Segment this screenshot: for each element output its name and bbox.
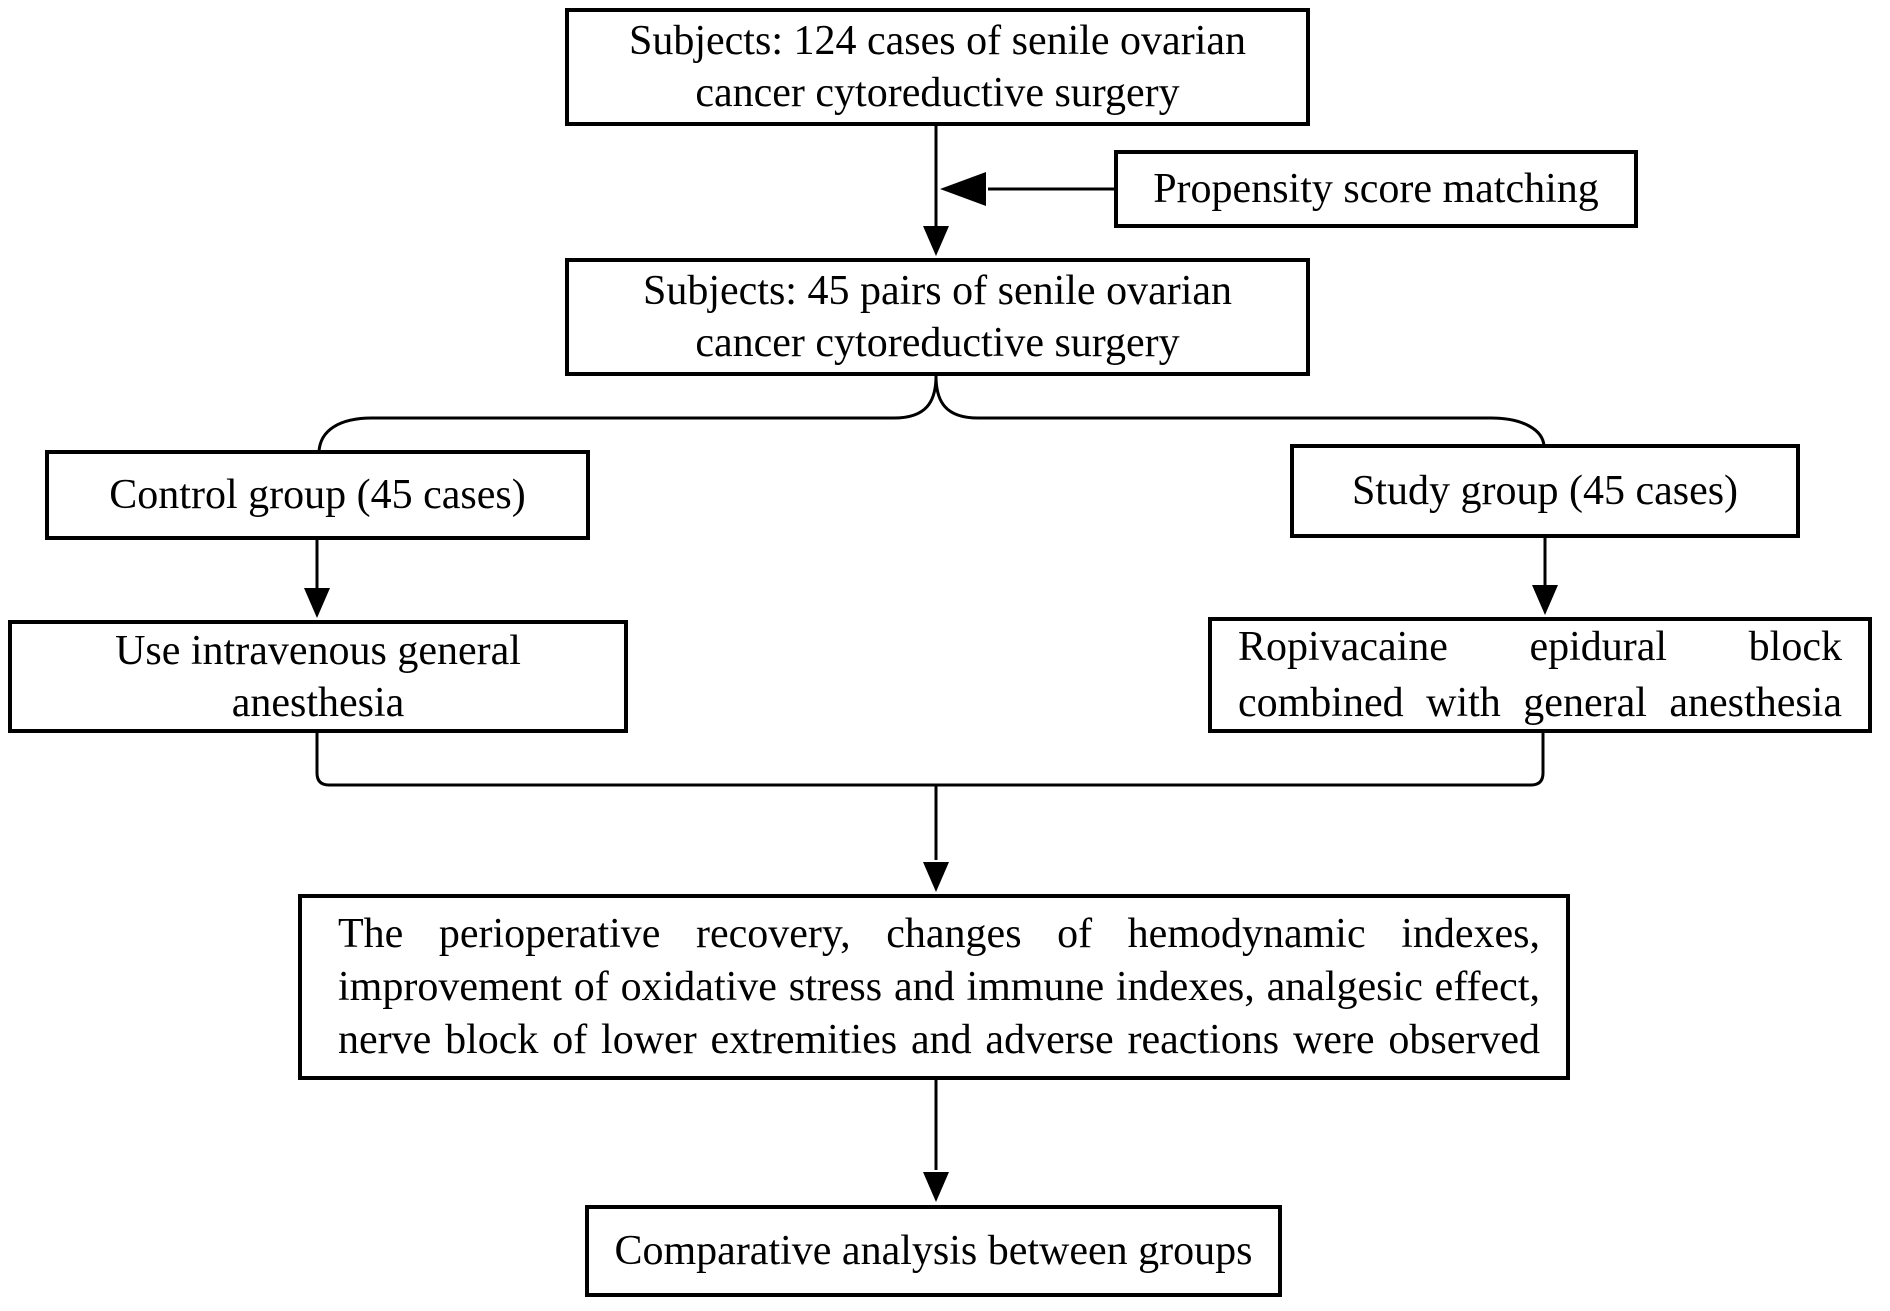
box-control-intervention: [8, 620, 628, 733]
box-comparative-analysis: [585, 1205, 1282, 1297]
propensity-label: Propensity score matching: [1153, 166, 1599, 212]
fork-left-branch: [319, 376, 936, 452]
box-propensity-score-matching: [1114, 150, 1638, 228]
control-group-label: Control group (45 cases): [109, 472, 526, 518]
arrow-merge-head: [923, 862, 949, 892]
arrow-initial-to-matched-head: [923, 226, 949, 256]
conclusion-label: Comparative analysis between groups: [614, 1228, 1253, 1274]
box-subjects-matched: [565, 258, 1310, 376]
study-intervention-line-2: combined with general anesthesia: [1238, 680, 1842, 726]
fork-right-branch: [936, 376, 1544, 446]
outcomes-line-2: improvement of oxidative stress and immune indexes, analgesic effect,: [338, 963, 1540, 1010]
control-intervention-line-1: Use intravenous general: [115, 627, 521, 674]
arrow-control-head: [304, 588, 330, 618]
box-control-group: [45, 450, 590, 540]
subjects-initial-line-2: cancer cytoreductive surgery: [695, 70, 1180, 116]
control-intervention-line-2: anesthesia: [231, 679, 405, 726]
subjects-initial-line-1: Subjects: 124 cases of senile ovarian: [629, 18, 1246, 64]
study-group-label: Study group (45 cases): [1351, 468, 1739, 514]
arrow-propensity-head: [940, 172, 986, 206]
box-study-intervention: [1208, 617, 1872, 733]
box-subjects-initial: [565, 8, 1310, 126]
subjects-matched-line-2: cancer cytoreductive surgery: [695, 320, 1180, 366]
outcomes-line-3: nerve block of lower extremities and adverse reactions were observed: [338, 1016, 1540, 1063]
arrow-study-head: [1532, 585, 1558, 615]
subjects-matched-line-1: Subjects: 45 pairs of senile ovarian: [642, 268, 1233, 314]
arrow-conclusion-head: [923, 1172, 949, 1202]
box-study-group: [1290, 444, 1800, 538]
box-outcomes-observed: [298, 894, 1570, 1080]
merge-bracket: [317, 733, 1543, 785]
outcomes-line-1: The perioperative recovery, changes of hemodynamic indexes,: [338, 910, 1540, 957]
study-intervention-line-1: Ropivacaine epidural block: [1238, 624, 1842, 670]
